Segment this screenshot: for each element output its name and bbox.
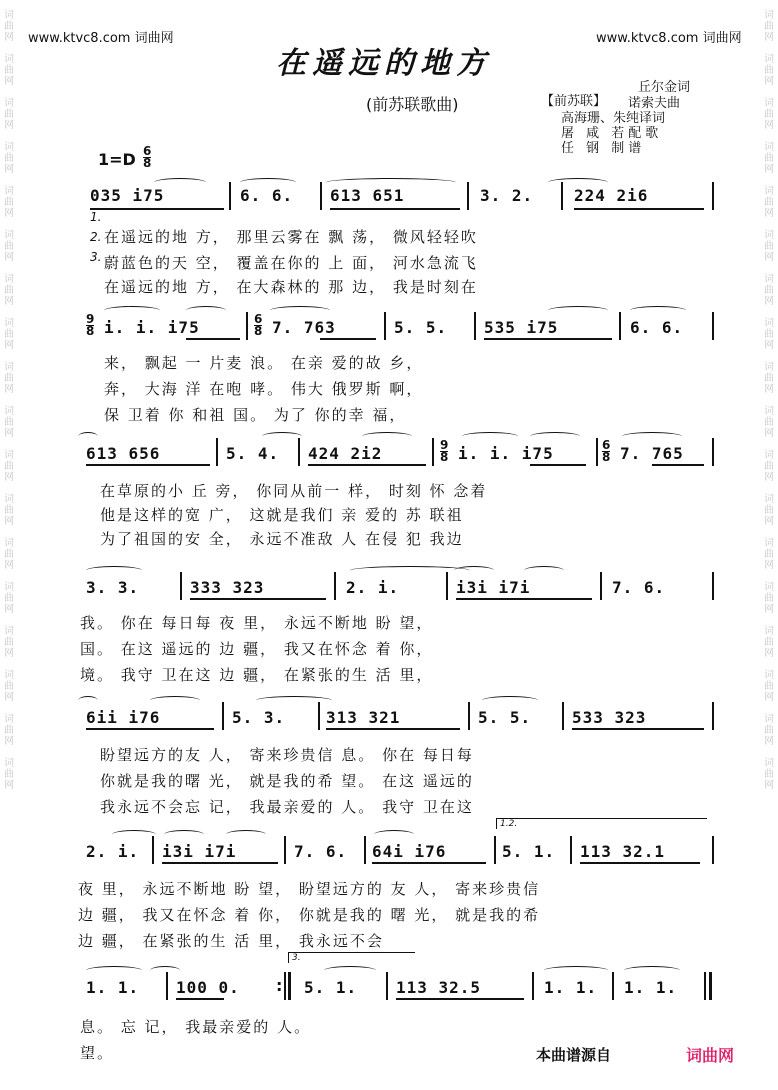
measure-notes: i. i. i75 [458,444,554,463]
measure-notes: 5. 4. [226,444,280,463]
time-signature: 6 8 [143,144,152,170]
measure-notes: 5. 5. [394,318,448,337]
lyric-line: 在遥远的地 方， 那里云雾在 飘 荡， 微风轻轻吹 [104,228,478,246]
time-signature: 6 8 [602,438,611,464]
lyric-line: 他是这样的宽 广， 这就是我们 亲 爱的 苏 联祖 [100,506,464,524]
barline [619,312,621,340]
time-signature: 9 8 [440,438,449,464]
lyric-line: 息。 忘 记， 我最亲爱的 人。 [80,1018,312,1036]
lyric-line: 盼望远方的友 人， 寄来珍贵信 息。 你在 每日每 [100,746,474,764]
time-signature: 9 8 [86,312,95,338]
lyric-line: 蔚蓝色的天 空， 覆盖在你的 上 面， 河水急流飞 [104,254,478,272]
slur [482,696,538,705]
barline [229,182,231,210]
beam [396,998,524,1000]
slur [256,696,332,705]
slur [150,696,200,705]
lyric-line: 边 疆， 我又在怀念 着 你， 你就是我的 曙 光， 就是我的希 [78,906,541,924]
measure-notes: 6. 6. [630,318,684,337]
tie [86,966,142,975]
barline [468,702,470,730]
barline [704,972,706,1000]
beam [456,598,592,600]
repeat-sign: : [276,976,283,995]
song-origin: 【前苏联】 [541,94,607,109]
barline [288,972,291,1000]
site-watermark-left: www.ktvc8.com 词曲网 [28,31,174,46]
beam [484,338,612,340]
beam [320,338,376,340]
lyric-line: 你就是我的曙 光， 就是我的希 望。 在这 遥远的 [100,772,474,790]
barline [386,972,388,1000]
verse-number: 1. [90,210,102,224]
barline [318,702,320,730]
beam [574,208,704,210]
barline [712,312,714,340]
measure-notes: 224 2i6 [574,186,649,205]
lyric-line: 我永远不会忘 记， 我最亲爱的 人。 我守 卫在这 [100,798,474,816]
slur [78,696,98,705]
measure-notes: 5. 3. [232,708,286,727]
site-watermark-right: www.ktvc8.com 词曲网 [596,31,742,46]
measure-notes: 113 32.5 [396,978,482,997]
barline [246,312,248,340]
song-subtitle: (前苏联歌曲) [366,95,459,114]
volta-label: 1.2. [500,819,518,829]
barline [474,312,476,340]
beam [572,728,704,730]
beam [162,862,278,864]
credit-transcriber: 任 钢 制谱 [561,141,646,156]
barline [612,972,614,1000]
measure-notes: 6ii i76 [86,708,161,727]
volta-bracket [288,952,415,963]
barline [334,572,336,600]
barline [298,438,300,466]
verse-number: 2. [90,230,102,244]
barline [222,702,224,730]
measure-notes: 113 32.1 [580,842,666,861]
lyric-line: 夜 里， 永远不断地 盼 望， 盼望远方的 友 人， 寄来珍贵信 [78,880,541,898]
slur [262,432,302,441]
measure-notes: 1. 1. [86,978,140,997]
tie [630,306,686,315]
tie [86,566,142,575]
slur [374,830,414,839]
measure-notes: 313 321 [326,708,401,727]
slur [164,830,204,839]
beam [86,464,210,466]
barline [284,836,286,864]
barline [180,572,182,600]
measure-notes: 533 323 [572,708,647,727]
measure-notes: 424 2i2 [308,444,383,463]
credit-composer: 诺索夫曲 [628,96,681,111]
slur [524,566,564,575]
tie [622,432,682,441]
barline [320,182,322,210]
lyric-line: 来， 飘起 一 片麦 浪。 在亲 爱的故 乡， [104,354,424,372]
slur [226,830,266,839]
measure-notes: 613 651 [330,186,405,205]
slur [454,566,494,575]
measure-notes: 3. 2. [480,186,534,205]
slur [78,432,98,441]
lyric-line: 边 疆， 在紧张的生 活 里， 我永远不会 [78,932,384,950]
verse-number: 3. [90,250,102,264]
barline [364,836,366,864]
barline [216,438,218,466]
tie [544,966,608,975]
beam [86,728,214,730]
credit-translators: 高海珊、朱纯译词 [561,111,666,126]
beam [308,464,426,466]
tie [624,966,680,975]
beam [580,862,700,864]
lyric-line: 为了祖国的安 全， 永远不准敌 人 在侵 犯 我边 [100,530,464,548]
slur [112,830,156,839]
beam [330,208,460,210]
watermark-left: 词曲网 词曲网 词曲网 词曲网 词曲网 词曲网 词曲网 词曲网 词曲网 词曲网 词曲网 词曲网 词曲网 词曲网 词曲网 词曲网 词曲网 词曲网 [4,10,14,791]
slur [362,432,412,441]
barline [570,836,572,864]
measure-notes: 5. 1. [304,978,358,997]
barline [712,438,714,466]
barline [561,182,563,210]
barline [562,702,564,730]
slur [324,966,376,975]
measure-notes: 5. 1. [502,842,556,861]
measure-notes: i3i i7i [162,842,237,861]
volta-label: 3. [292,953,301,963]
barline [152,836,154,864]
beam [326,728,460,730]
barline [446,572,448,600]
time-signature: 6 8 [254,312,263,338]
measure-notes: 333 323 [190,578,265,597]
barline [712,182,714,210]
barline [709,972,712,1000]
barline [532,972,534,1000]
tie [270,306,330,315]
lyric-line: 奔， 大海 洋 在咆 哮。 伟大 俄罗斯 啊， [104,380,424,398]
measure-notes: 7. 763 [272,318,336,337]
measure-notes: i3i i7i [456,578,531,597]
credit-arranger: 屠 咸 若配歌 [561,126,663,141]
barline [596,438,598,466]
beam [530,464,586,466]
lyric-line: 境。 我守 卫在这 边 疆， 在紧张的生 活 里， [80,666,434,684]
slur [186,306,226,315]
measure-notes: 100 0. [176,978,240,997]
measure-notes: 1. 1. [544,978,598,997]
barline [712,572,714,600]
barline [494,836,496,864]
slur [350,566,470,575]
slur [548,306,608,315]
measure-notes: 7. 6. [294,842,348,861]
barline [384,312,386,340]
song-title: 在遥远的地方 [276,46,492,81]
measure-notes: 035 i75 [90,186,165,205]
key-signature: 1=D [98,150,136,169]
barline [600,572,602,600]
measure-notes: 1. 1. [624,978,678,997]
measure-notes: 613 656 [86,444,161,463]
lyric-line: 保 卫着 你 和祖 国。 为了 你的幸 福， [104,406,407,424]
lyric-line: 国。 在这 遥远的 边 疆， 我又在怀念 着 你， [80,640,434,658]
slur [150,966,180,975]
lyric-line: 望。 [80,1044,115,1062]
barline [467,182,469,210]
beam [176,998,224,1000]
tie [462,432,518,441]
measure-notes: 535 i75 [484,318,559,337]
measure-notes: 6. 6. [240,186,294,205]
lyric-line: 在遥远的地 方， 在大森林的 那 边， 我是时刻在 [104,278,478,296]
measure-notes: 64i i76 [372,842,447,861]
beam [186,338,240,340]
barline [712,702,714,730]
beam [190,598,326,600]
brand-logo[interactable]: 词曲网 [686,1046,735,1065]
barline [166,972,168,1000]
watermark-right: 词曲网 词曲网 词曲网 词曲网 词曲网 词曲网 词曲网 词曲网 词曲网 词曲网 词曲网 词曲网 词曲网 词曲网 词曲网 词曲网 词曲网 词曲网 [764,10,774,791]
barline [432,438,434,466]
beam [372,862,486,864]
measure-notes: 2. i. [346,578,400,597]
beam [652,464,704,466]
measure-notes: 5. 5. [478,708,532,727]
measure-notes: 3. 3. [86,578,140,597]
measure-notes: 7. 765 [620,444,684,463]
barline [284,972,286,1000]
credit-lyricist: 丘尔金词 [638,80,691,95]
slur [530,432,580,441]
barline [712,836,714,864]
source-label: 本曲谱源自 [536,1046,612,1064]
lyric-line: 在草原的小 丘 旁， 你同从前一 样， 时刻 怀 念着 [100,482,488,500]
lyric-line: 我。 你在 每日每 夜 里， 永远不断地 盼 望， [80,614,434,632]
volta-bracket [496,818,707,829]
measure-notes: 2. i. [86,842,140,861]
tie [104,306,160,315]
beam [90,208,224,210]
measure-notes: 7. 6. [612,578,666,597]
measure-notes: i. i. i75 [104,318,200,337]
